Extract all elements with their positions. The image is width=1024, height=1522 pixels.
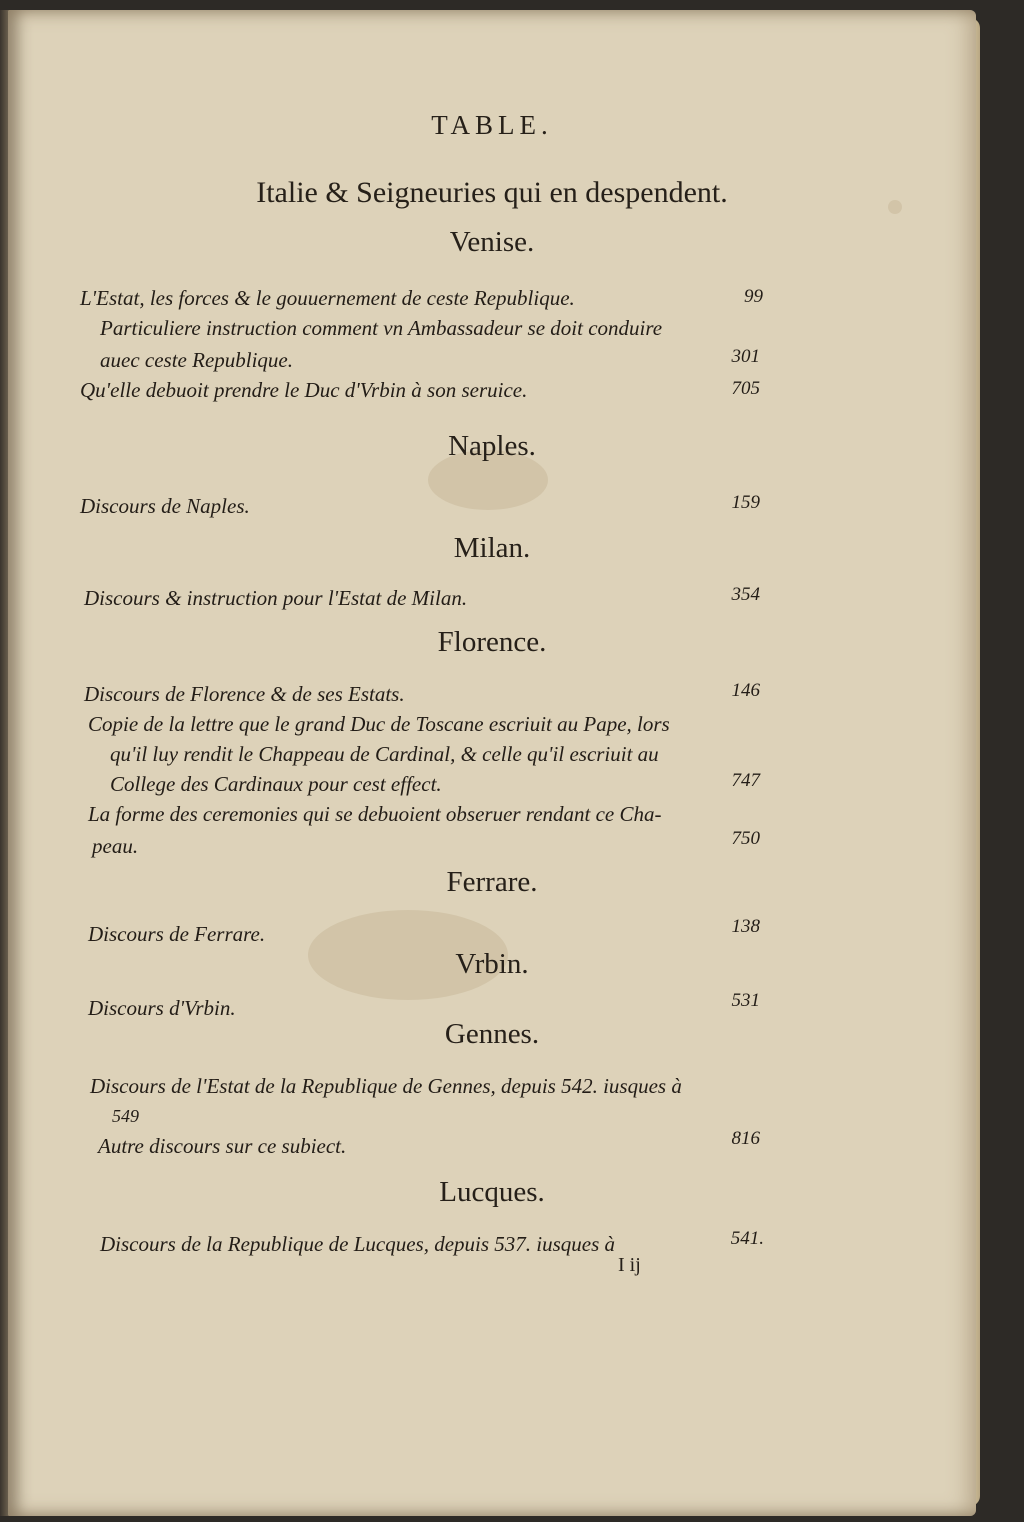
entry-line: College des Cardinaux pour cest effect. xyxy=(110,772,442,796)
section-heading-venise: Venise. xyxy=(449,226,535,258)
entry-line: Qu'elle debuoit prendre le Duc d'Vrbin à son seruice. xyxy=(80,378,528,402)
entry-line: Copie de la lettre que le grand Duc de Toscane escriuit au Pape, lors xyxy=(88,712,670,736)
entry-page-number: 816 xyxy=(731,1128,760,1149)
entry-page-number: 159 xyxy=(731,492,760,513)
section-heading-naples: Naples. xyxy=(448,430,536,462)
entry-line: La forme des ceremonies qui se debuoient obseruer rendant ce Cha- xyxy=(88,802,662,826)
entry-line: L'Estat, les forces & le gouuernement de ceste Republique. xyxy=(80,286,575,310)
section-heading-gennes: Gennes. xyxy=(444,1018,540,1050)
section-heading-ferrare: Ferrare. xyxy=(446,866,538,898)
book-page xyxy=(8,10,976,1516)
entry-line: auec ceste Republique. xyxy=(100,348,293,372)
entry-line: qu'il luy rendit le Chappeau de Cardinal, & celle qu'il escriuit au xyxy=(110,742,659,766)
entry-line: Discours de Ferrare. xyxy=(88,922,266,946)
entry-line: Discours de la Republique de Lucques, depuis 537. iusques à xyxy=(100,1232,616,1256)
section-heading-vrbin: Vrbin. xyxy=(455,948,529,980)
entry-page-number: 747 xyxy=(731,770,760,791)
entry-page-number: 541. xyxy=(730,1228,764,1249)
entry-page-number: 146 xyxy=(731,680,760,701)
entry-page-number: 705 xyxy=(731,378,760,399)
entry-line: Discours de Florence & de ses Estats. xyxy=(84,682,405,706)
entry-line: Discours & instruction pour l'Estat de Milan. xyxy=(84,586,468,610)
signature-mark: I ij xyxy=(618,1254,641,1276)
entry-line: Discours de l'Estat de la Republique de Gennes, depuis 542. iusques à xyxy=(90,1074,682,1098)
entry-page-number: 99 xyxy=(744,286,763,307)
section-heading-lucques: Lucques. xyxy=(439,1176,545,1208)
section-heading-milan: Milan. xyxy=(453,532,531,564)
running-head: TABLE. xyxy=(431,110,553,140)
entry-line: Discours de Naples. xyxy=(80,494,250,518)
entry-page-number: 138 xyxy=(731,916,760,937)
entry-page-number: 750 xyxy=(731,828,760,849)
entry-page-number: 301 xyxy=(731,346,760,367)
entry-line: Particuliere instruction comment vn Ambassadeur se doit conduire xyxy=(100,316,663,340)
entry-page-number: 531 xyxy=(731,990,760,1011)
section-heading-florence: Florence. xyxy=(437,626,547,658)
entry-line: peau. xyxy=(92,834,139,858)
entry-line: Autre discours sur ce subiect. xyxy=(98,1134,347,1158)
entry-line: Discours d'Vrbin. xyxy=(88,996,236,1020)
part-title: Italie & Seigneuries qui en despendent. xyxy=(256,176,728,209)
entry-line: 549 xyxy=(112,1106,139,1126)
entry-page-number: 354 xyxy=(731,584,760,605)
